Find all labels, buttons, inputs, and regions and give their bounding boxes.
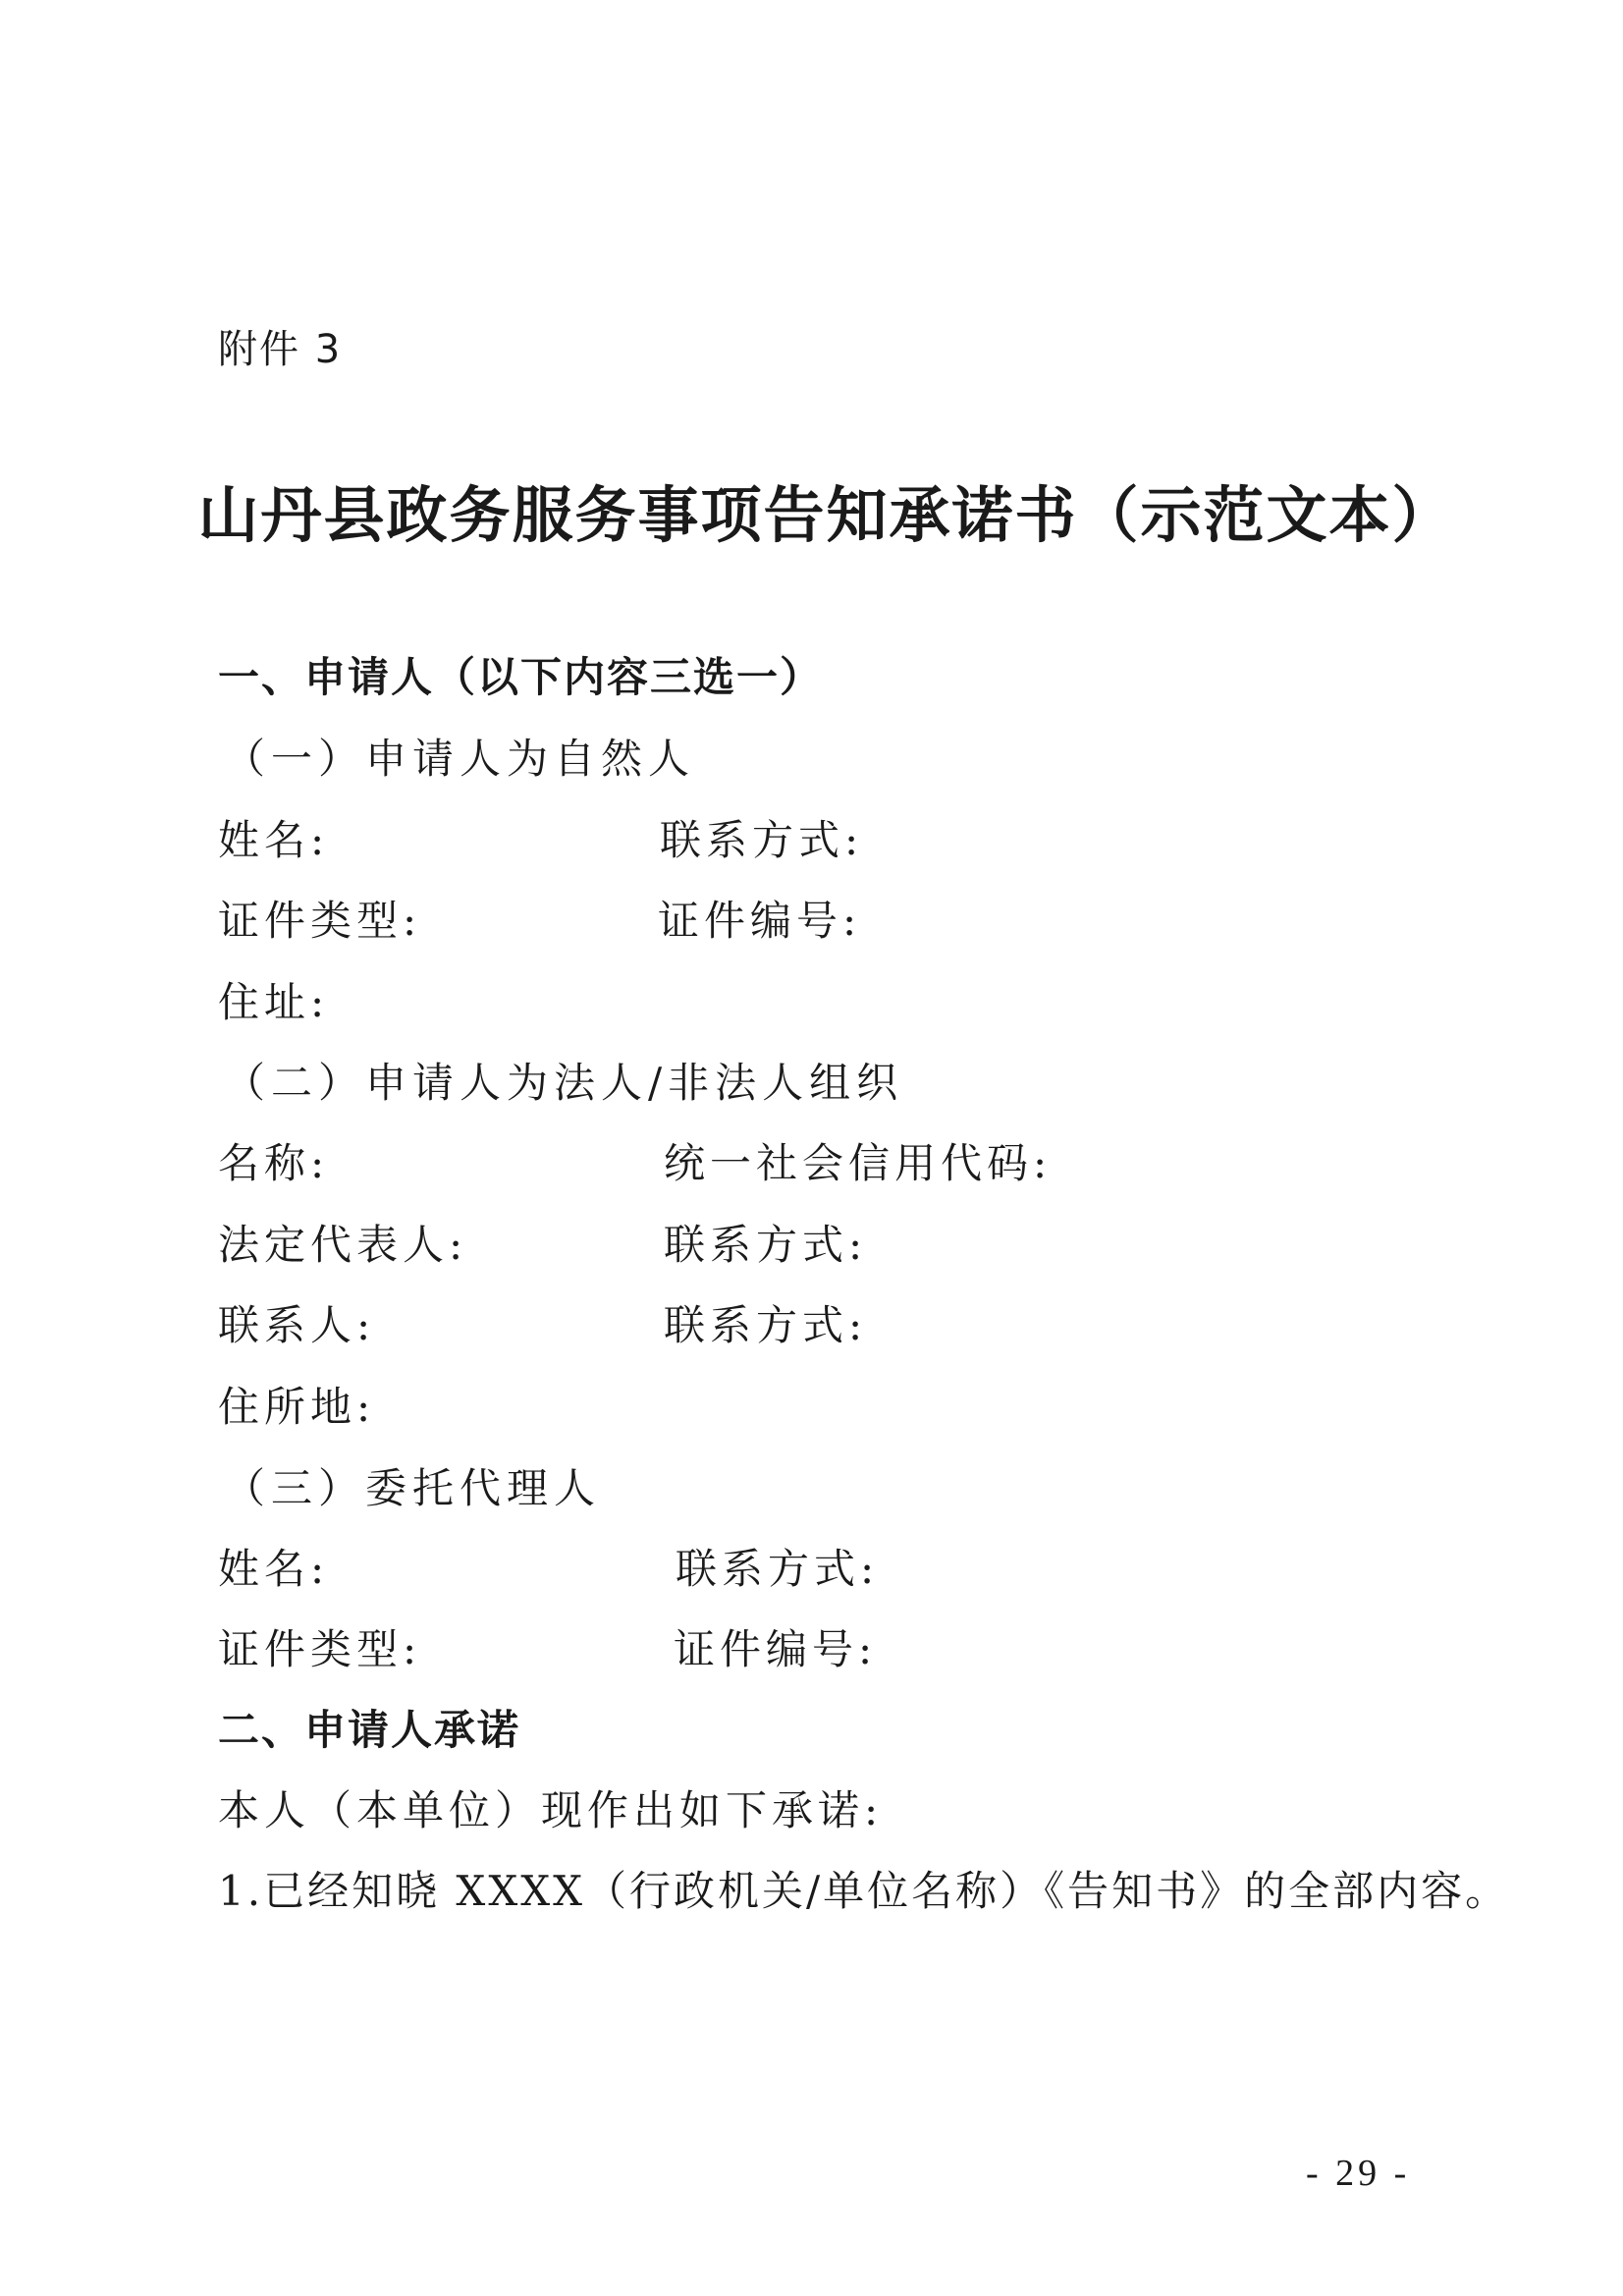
commitment-item-1: 1.已经知晓 XXXX（行政机关/单位名称）《告知书》的全部内容。 bbox=[218, 1867, 1510, 1915]
natural-person-heading: （一）申请人为自然人 bbox=[224, 735, 696, 783]
commitment-intro: 本人（本单位）现作出如下承诺: bbox=[218, 1786, 884, 1834]
section2-heading: 二、申请人承诺 bbox=[218, 1706, 521, 1754]
attachment-label: 附件 3 bbox=[218, 327, 343, 372]
entity-representative-label: 法定代表人: bbox=[218, 1221, 468, 1269]
entity-name-label: 名称: bbox=[218, 1139, 330, 1187]
natural-id-number-label: 证件编号: bbox=[658, 897, 862, 945]
agent-id-type-label: 证件类型: bbox=[218, 1625, 422, 1673]
entity-rep-contact-label: 联系方式: bbox=[664, 1221, 868, 1269]
natural-name-label: 姓名: bbox=[218, 816, 330, 864]
natural-id-type-label: 证件类型: bbox=[218, 897, 422, 945]
entity-contact-person-label: 联系人: bbox=[218, 1301, 376, 1349]
legal-entity-heading: （二）申请人为法人/非法人组织 bbox=[224, 1059, 904, 1107]
agent-name-label: 姓名: bbox=[218, 1545, 330, 1593]
entity-domicile-label: 住所地: bbox=[218, 1383, 376, 1431]
natural-address-label: 住址: bbox=[218, 978, 330, 1026]
agent-contact-label: 联系方式: bbox=[676, 1545, 880, 1593]
entity-credit-code-label: 统一社会信用代码: bbox=[664, 1139, 1053, 1187]
natural-contact-label: 联系方式: bbox=[660, 816, 864, 864]
agent-id-number-label: 证件编号: bbox=[674, 1625, 878, 1673]
entity-person-contact-label: 联系方式: bbox=[664, 1301, 868, 1349]
page-number: - 29 - bbox=[1306, 2153, 1411, 2194]
section1-heading: 一、申请人（以下内容三选一） bbox=[218, 653, 824, 701]
agent-heading: （三）委托代理人 bbox=[224, 1464, 602, 1512]
document-title: 山丹县政务服务事项告知承诺书（示范文本） bbox=[197, 479, 1455, 551]
